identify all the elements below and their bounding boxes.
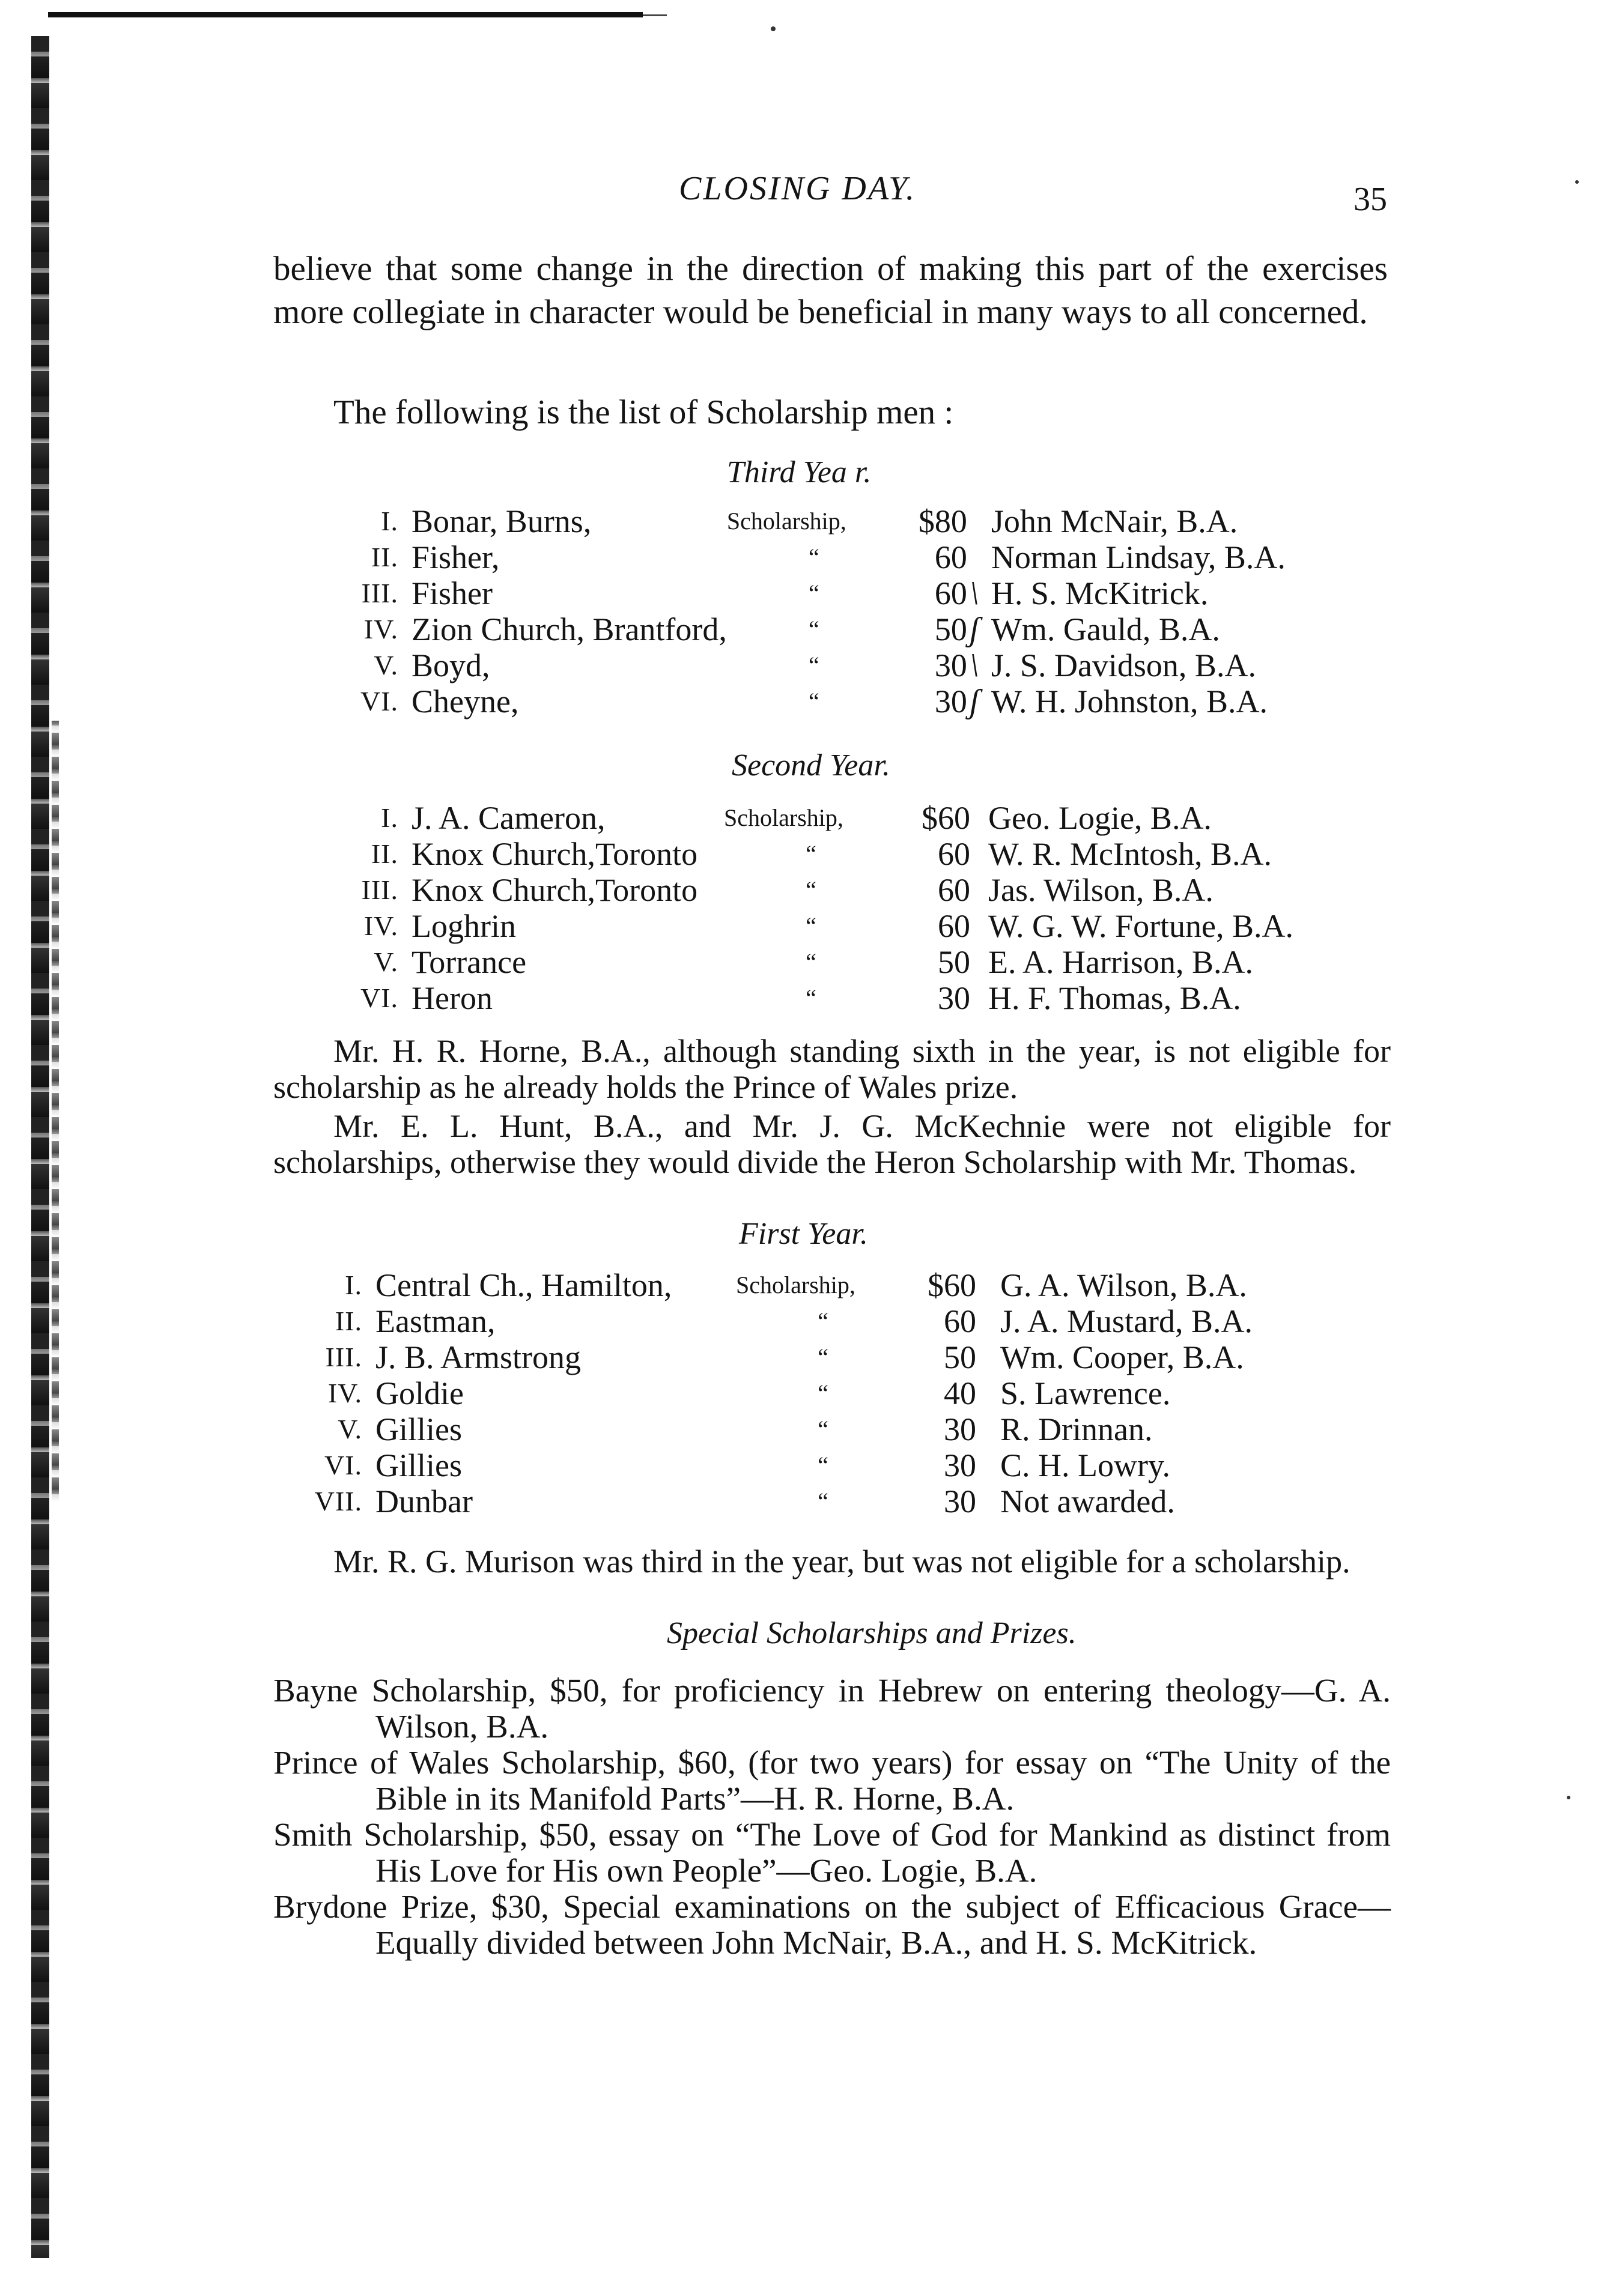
scholarship-ditto: Scholarship, [726, 507, 846, 535]
scholarship-brace: ʃ [969, 683, 979, 720]
note-horne: Mr. H. R. Horne, B.A., although standing sixth in the year, is not eligible for scholarship as he already holds the Prince of Wales prize. [273, 1033, 1391, 1105]
scholarship-holder: E. A. Harrison, B.A. [988, 944, 1253, 980]
scholarship-row [345, 872, 1325, 908]
scholarship-brace: \ [969, 647, 979, 684]
scholarship-ditto: “ [818, 1307, 828, 1334]
scholarship-holder: Wm. Cooper, B.A. [1000, 1339, 1244, 1375]
first-year-heading: First Year. [739, 1217, 868, 1251]
scholarship-row [345, 539, 1328, 575]
scholarship-row [309, 1447, 1337, 1483]
scholarship-holder: H. F. Thomas, B.A. [988, 980, 1241, 1016]
scholarship-name: Fisher, [412, 539, 500, 575]
scholarship-rank: III. [361, 874, 398, 905]
scholarship-ditto: “ [806, 912, 816, 939]
scholarship-holder: R. Drinnan. [1000, 1411, 1153, 1447]
scan-speck [771, 26, 776, 31]
scholarship-amount: 60 [938, 908, 970, 944]
scholarship-row [309, 1303, 1337, 1339]
scholarship-name: Gillies [375, 1447, 462, 1483]
scholarship-rank: I. [345, 1270, 362, 1300]
scholarship-amount: 60 [944, 1303, 976, 1339]
scholarship-ditto: “ [818, 1452, 828, 1479]
scholarship-amount: 30 [934, 683, 967, 719]
scholarship-rank: IV. [363, 910, 398, 941]
scholarship-name: Loghrin [412, 908, 516, 944]
scholarship-row [345, 683, 1328, 719]
scholarship-rank: II. [371, 542, 398, 572]
scholarship-amount: $80 [918, 503, 967, 539]
scholarship-amount: 30 [938, 980, 970, 1016]
scholarship-ditto: “ [809, 688, 819, 715]
scholarship-row [309, 1267, 1337, 1303]
scholarship-amount: 30 [934, 647, 967, 683]
scholarship-holder: Jas. Wilson, B.A. [988, 872, 1214, 908]
scholarship-name: Dunbar [375, 1483, 473, 1519]
scholarship-ditto: “ [806, 984, 816, 1011]
scholarship-holder: G. A. Wilson, B.A. [1000, 1267, 1247, 1303]
scholarship-name: Bonar, Burns, [412, 503, 592, 539]
scholarship-holder: W. H. Johnston, B.A. [991, 683, 1268, 719]
scholarship-brace [970, 800, 988, 836]
scholarship-amount: $60 [928, 1267, 976, 1303]
scholarship-row [345, 908, 1325, 944]
prize-bayne: Bayne Scholarship, $50, for proficiency in Hebrew on entering theology—G. A. Wilson, B.A. [273, 1672, 1391, 1745]
scholarship-amount: 30 [944, 1483, 976, 1519]
scholarship-amount: $60 [922, 800, 970, 836]
scholarship-holder: Geo. Logie, B.A. [988, 800, 1212, 836]
scholarship-amount: 60 [938, 836, 970, 872]
scholarship-holder: Norman Lindsay, B.A. [991, 539, 1286, 575]
scholarship-row [345, 980, 1325, 1016]
scholarship-ditto: “ [818, 1416, 828, 1443]
second-year-heading: Second Year. [732, 748, 890, 783]
scholarship-ditto: Scholarship, [724, 804, 843, 831]
scholarship-brace [970, 980, 988, 1016]
scholarship-holder: W. G. W. Fortune, B.A. [988, 908, 1294, 944]
scan-speck [1567, 1796, 1570, 1799]
scholarship-rank: V. [374, 650, 398, 680]
scholarship-amount: 60 [934, 539, 967, 575]
prize-prince-of-wales: Prince of Wales Scholarship, $60, (for two years) for essay on “The Unity of the Bible in its Manifold Parts”—H. R. Horne, B.A. [273, 1744, 1391, 1817]
scholarship-name: Central Ch., Hamilton, [375, 1267, 672, 1303]
scholarship-row [309, 1483, 1337, 1519]
scholarship-brace [967, 503, 991, 539]
scholarship-brace: \ [969, 575, 979, 612]
scholarship-brace [976, 1483, 1000, 1519]
scholarship-name: Eastman, [375, 1303, 496, 1339]
scholarship-ditto: “ [809, 580, 819, 607]
scholarship-holder: C. H. Lowry. [1000, 1447, 1170, 1483]
scholarship-holder: S. Lawrence. [1000, 1375, 1171, 1411]
scholarship-rank: III. [361, 578, 398, 608]
first-year-table [309, 1267, 1337, 1519]
scholarship-ditto: “ [809, 652, 819, 679]
scholarship-name: J. A. Cameron, [412, 800, 606, 836]
scholarship-row [345, 575, 1328, 611]
prize-brydone: Brydone Prize, $30, Special examinations on the subject of Efficacious Grace—Equally divided between John McNair, B.A., and H. S. McKitrick. [273, 1888, 1391, 1961]
scholarship-name: Knox Church,Toronto [412, 836, 698, 872]
scholarship-name: Zion Church, Brantford, [412, 611, 727, 647]
scholarship-name: J. B. Armstrong [375, 1339, 582, 1375]
scholarship-brace [970, 944, 988, 980]
scholarship-name: Cheyne, [412, 683, 519, 719]
scholarship-row [345, 503, 1328, 539]
scholarship-name: Knox Church,Toronto [412, 872, 698, 908]
scholarship-ditto: “ [818, 1343, 828, 1371]
scholarship-amount: 60 [934, 575, 967, 611]
scholarship-holder: J. S. Davidson, B.A. [991, 647, 1256, 683]
running-title: CLOSING DAY. [679, 170, 916, 207]
scan-top-rule [48, 12, 643, 17]
scholarship-ditto: “ [806, 876, 816, 903]
page-number: 35 [1353, 181, 1387, 218]
scan-speck [1575, 180, 1579, 184]
scholarship-rank: VI. [360, 686, 398, 716]
scholarship-holder: H. S. McKitrick. [991, 575, 1209, 611]
scholarship-brace [976, 1375, 1000, 1411]
scholarship-rank: II. [335, 1306, 362, 1336]
scholarship-rank: V. [374, 947, 398, 977]
scholarship-row [345, 611, 1328, 647]
scholarship-rank: I. [381, 802, 398, 833]
scholarship-rank: VI. [324, 1450, 362, 1480]
scholarship-row [309, 1339, 1337, 1375]
scholarship-name: Gillies [375, 1411, 462, 1447]
scholarship-rank: IV. [363, 614, 398, 644]
scholarship-row [309, 1411, 1337, 1447]
scholarship-ditto: “ [818, 1488, 828, 1515]
note-murison: Mr. R. G. Murison was third in the year, but was not eligible for a scholarship. [333, 1543, 1350, 1580]
scholarship-name: Goldie [375, 1375, 464, 1411]
scholarship-ditto: “ [809, 616, 819, 643]
scan-left-edge-shadow [52, 721, 59, 1501]
scholarship-amount: 60 [938, 872, 970, 908]
scholarship-amount: 40 [944, 1375, 976, 1411]
scholarship-amount: 50 [934, 611, 967, 647]
scholarship-name: Boyd, [412, 647, 490, 683]
scholarship-ditto: “ [806, 840, 816, 867]
scholarship-ditto: “ [806, 948, 816, 975]
prize-smith: Smith Scholarship, $50, essay on “The Love of God for Mankind as distinct from His Love for His own People”—Geo. Logie, B.A. [273, 1816, 1391, 1889]
scholarship-amount: 50 [944, 1339, 976, 1375]
second-year-table [345, 800, 1325, 1016]
scholarship-brace [976, 1411, 1000, 1447]
scan-left-edge [31, 36, 49, 2258]
scholarship-brace [976, 1339, 1000, 1375]
scholarship-row [345, 800, 1325, 836]
scholarship-holder: W. R. McIntosh, B.A. [988, 836, 1272, 872]
scholarship-amount: 30 [944, 1411, 976, 1447]
scholarship-holder: J. A. Mustard, B.A. [1000, 1303, 1253, 1339]
scholarship-row [345, 944, 1325, 980]
scholarship-name: Heron [412, 980, 493, 1016]
scholarship-brace [970, 872, 988, 908]
scholarship-rank: III. [325, 1342, 362, 1372]
scholarship-brace [976, 1267, 1000, 1303]
scholarship-holder: Wm. Gauld, B.A. [991, 611, 1220, 647]
special-heading: Special Scholarships and Prizes. [667, 1616, 1077, 1650]
scholarship-row [345, 836, 1325, 872]
scholarship-brace: ʃ [969, 611, 979, 648]
scholarship-name: Torrance [412, 944, 527, 980]
scholarship-brace [976, 1303, 1000, 1339]
scholarship-rank: IV. [327, 1378, 362, 1408]
scholarship-row [309, 1375, 1337, 1411]
scholarship-brace [970, 908, 988, 944]
list-intro: The following is the list of Scholarship men : [333, 393, 954, 431]
scholarship-rank: VI. [360, 983, 398, 1013]
scholarship-amount: 30 [944, 1447, 976, 1483]
scholarship-rank: V. [338, 1414, 362, 1444]
scholarship-ditto: “ [818, 1380, 828, 1407]
note-hunt-mckechnie: Mr. E. L. Hunt, B.A., and Mr. J. G. McKechnie were not eligible for scholarships, otherwise they would divide the Heron Scholarship with Mr. Thomas. [273, 1108, 1391, 1180]
scholarship-rank: II. [371, 838, 398, 869]
scholarship-brace [970, 836, 988, 872]
scholarship-row [345, 647, 1328, 683]
scholarship-holder: John McNair, B.A. [991, 503, 1238, 539]
scholarship-ditto: Scholarship, [736, 1271, 855, 1298]
third-year-table [345, 503, 1328, 719]
scholarship-rank: I. [381, 506, 398, 536]
scholarship-amount: 50 [938, 944, 970, 980]
scholarship-name: Fisher [412, 575, 493, 611]
intro-paragraph: believe that some change in the direction of making this part of the exercises more collegiate in character would be beneficial in many ways to all concerned. [273, 250, 1388, 331]
scholarship-holder: Not awarded. [1000, 1483, 1175, 1519]
scholarship-brace [976, 1447, 1000, 1483]
scan-top-rule-tail [643, 14, 667, 16]
scholarship-brace [967, 539, 991, 575]
scholarship-ditto: “ [809, 544, 819, 571]
third-year-heading: Third Yea r. [727, 455, 872, 489]
scholarship-rank: VII. [314, 1486, 362, 1516]
